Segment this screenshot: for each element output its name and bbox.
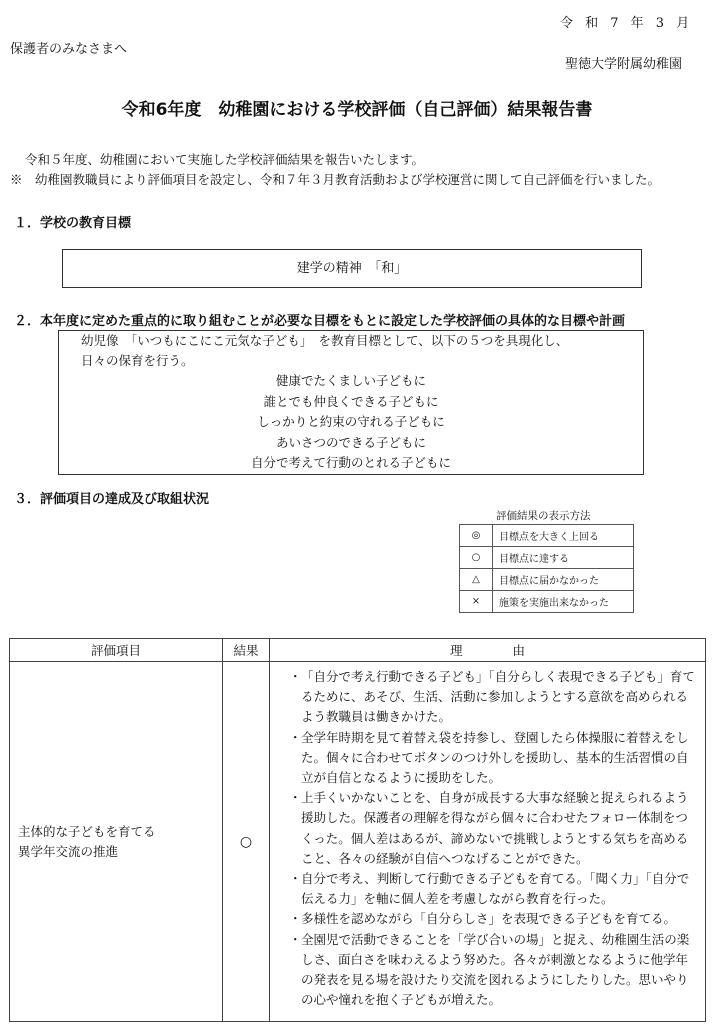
- table-row: [10, 662, 706, 1022]
- evaluation-table: [9, 638, 706, 1022]
- goal-item: 健康でたくましい子どもに: [275, 373, 426, 388]
- evaluation-item-cell: [10, 662, 223, 1022]
- legend-row: [460, 569, 634, 591]
- evaluation-item-line-2: 異学年交流の推進: [18, 843, 119, 859]
- reason-list: [271, 663, 704, 1020]
- reason-item: ・ 全学年時期を見て着替え袋を持参し、登園したら体操服に着替えをした。個々に合わせてボタンのつけ外しを援助し、基本的生活習慣の自立が自信となるように援助をした。: [289, 728, 696, 789]
- legend-row: [460, 525, 634, 547]
- goals-box: [58, 330, 644, 475]
- legend-text: 目標点を大きく上回る: [493, 525, 634, 547]
- section-2-heading: ２．本年度に定めた重点的に取り組むことが必要な目標をもとに設定した学校評価の具体的な目標や計画: [14, 314, 626, 329]
- legend-table: [459, 524, 634, 613]
- intro-line-1: 令和５年度、幼稚園において実施した学校評価結果を報告いたします。: [25, 152, 425, 167]
- header-reason: 理 由: [270, 639, 706, 662]
- school-name: 聖徳大学附属幼稚園: [565, 57, 683, 72]
- legend-text: 目標点に届かなかった: [493, 569, 634, 591]
- legend-symbol: ×: [460, 591, 493, 613]
- reason-item: ・ 多様性を認めながら「自分らしさ」を表現できる子どもを育てる。: [289, 909, 696, 929]
- goal-item: 誰とでも仲良くできる子どもに: [263, 393, 439, 409]
- header-result: 結果: [223, 639, 270, 662]
- reason-item: ・ 上手くいかないことを、自身が成長する大事な経験と捉えられるよう援助した。保護者の理解を得ながら個々に合わせたフォロー体制をつくった。個人差はあるが、諦めないで挑戦しようとする気ちを高めること、各々の経験が自信へつなげることができた。: [289, 788, 696, 869]
- reason-item: ・ 「自分で考え行動できる子ども」「自分らしく表現できる子ども」育てるために、あそび、生活、活動に参加しようとする意欲を高められるよう教職員は働きかけた。: [289, 667, 696, 728]
- section-1-heading: １．学校の教育目標: [14, 216, 132, 231]
- result-symbol: ○: [223, 662, 270, 1022]
- reason-cell: [270, 662, 706, 1022]
- table-header-row: [10, 639, 706, 662]
- goal-item: しっかりと約束の守れる子どもに: [257, 414, 445, 429]
- reason-item: ・ 自分で考え、判断して行動できる子どもを育てる。「聞く力」「自分で伝える力」を軸に個人差を考慮しながら教育を行った。: [289, 869, 696, 909]
- goal-item: あいさつのできる子どもに: [275, 434, 426, 450]
- recipient-line: 保護者のみなさまへ: [10, 42, 128, 57]
- legend-title: 評価結果の表示方法: [496, 510, 591, 522]
- legend-text: 施策を実施出来なかった: [493, 591, 634, 613]
- goals-lead-1: 幼児像 「いつもにこにこ元気な子ども」 を教育目標として、以下の５つを具現化し、: [81, 333, 569, 348]
- education-goal-text: 建学の精神 「和」: [296, 261, 408, 276]
- goal-item: 自分で考えて行動のとれる子どもに: [250, 455, 451, 470]
- legend-symbol: △: [460, 569, 493, 591]
- goals-lead-2: 日々の保育を行う。: [81, 353, 194, 368]
- header-evaluation-item: 評価項目: [10, 639, 223, 662]
- legend-symbol: ◎: [460, 525, 493, 547]
- report-date: 令 和 7 年 3 月: [560, 16, 694, 31]
- education-goal-box: [62, 249, 642, 288]
- document-title: 令和6年度 幼稚園における学校評価（自己評価）結果報告書: [121, 100, 593, 120]
- intro-line-2: ※ 幼稚園教職員により評価項目を設定し、令和７年３月教育活動および学校運営に関して自己評価を行いました。: [10, 172, 661, 187]
- legend-text: 目標点に達する: [493, 547, 634, 569]
- evaluation-item-line-1: 主体的な子どもを育てる: [18, 823, 156, 839]
- section-3-heading: ３．評価項目の達成及び取組状況: [14, 492, 210, 507]
- legend-row: [460, 591, 634, 613]
- legend-row: [460, 547, 634, 569]
- legend-symbol: ○: [460, 547, 493, 569]
- reason-item: ・ 全園児で活動できることを「学び合いの場」と捉え、幼稚園生活の楽しさ、面白さを味わえるよう努めた。各々が刺激となるように他学年の発表を見る場を設けたり交流を図れるようにしたりした。思いやりの心や憧れを抱く子どもが増えた。: [289, 930, 696, 1011]
